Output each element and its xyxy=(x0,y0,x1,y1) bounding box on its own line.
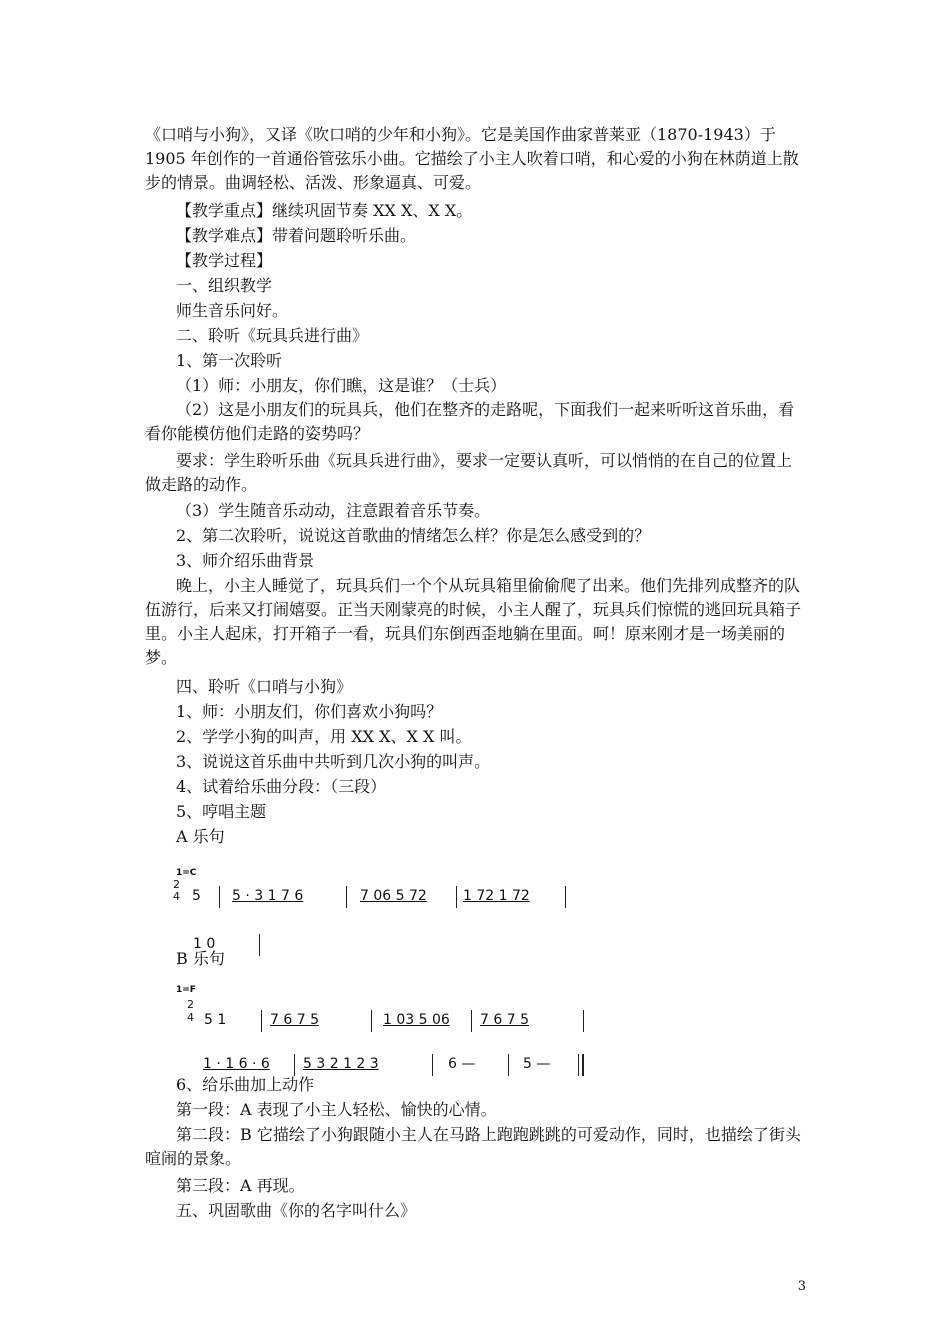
measure: 5 3 2 1 2 3 xyxy=(303,1056,379,1072)
measure: 5 1 xyxy=(204,1012,227,1028)
text-line: 【教学难点】带着问题聆听乐曲。 xyxy=(176,226,417,245)
barline xyxy=(508,1054,509,1076)
paragraph-2: （2）这是小朋友们的玩具兵，他们在整齐的走路呢，下面我们一起来听听这首乐曲，看看你能模仿他们走路的姿势吗？ xyxy=(145,400,795,443)
text-line: 4、试着给乐曲分段：（三段） xyxy=(176,777,387,796)
time-bottom: 4 xyxy=(187,1011,194,1024)
measure: 5 · 3 1 7 6 xyxy=(232,888,304,904)
barline xyxy=(578,1054,579,1076)
measure: 7 06 5 72 xyxy=(360,888,427,904)
text-line: 五、巩固歌曲《你的名字叫什么》 xyxy=(176,1201,417,1220)
barline xyxy=(582,1054,584,1076)
measure: 7 6 7 5 xyxy=(270,1012,319,1028)
text-line: 四、聆听《口哨与小狗》 xyxy=(176,677,353,696)
text-line: 一、组织教学 xyxy=(176,276,273,295)
text-line: 二、聆听《玩具兵进行曲》 xyxy=(176,326,369,345)
text-line: 2、学学小狗的叫声，用 XX X、X X 叫。 xyxy=(176,727,472,746)
text-line: 6、给乐曲加上动作 xyxy=(176,1075,315,1094)
text-line: （3）学生随音乐动动，注意跟着音乐节奏。 xyxy=(176,501,491,520)
measure: 5 — xyxy=(523,1056,551,1072)
measure: 7 6 7 5 xyxy=(480,1012,529,1028)
barline xyxy=(432,1054,433,1076)
barline xyxy=(346,886,347,908)
text-line: （1）师：小朋友，你们瞧，这是谁？（士兵） xyxy=(176,376,507,395)
time-bottom: 4 xyxy=(173,890,180,903)
barline xyxy=(456,886,457,908)
text-line: 1、师：小朋友们，你们喜欢小狗吗？ xyxy=(176,702,443,721)
measure: 1 72 1 72 xyxy=(463,888,530,904)
paragraph-3: 要求：学生聆听乐曲《玩具兵进行曲》，要求一定要认真听，可以悄悄的在自己的位置上做走路的动作。 xyxy=(145,451,793,494)
measure: 1 03 5 06 xyxy=(383,1012,450,1028)
text-line: 5、哼唱主题 xyxy=(176,802,267,821)
text-line: 第三段：A 再现。 xyxy=(176,1176,305,1195)
text-line: A 乐句 xyxy=(176,827,225,846)
measure: 1 0 xyxy=(193,936,216,952)
text-line: 【教学过程】 xyxy=(176,251,273,270)
measure: 6 — xyxy=(448,1056,476,1072)
text-line: 师生音乐问好。 xyxy=(176,301,289,320)
key-signature: 1=F xyxy=(176,985,196,995)
barline xyxy=(583,1010,584,1032)
text-line: 1、第一次聆听 xyxy=(176,351,283,370)
label-b: B 乐句 xyxy=(176,949,225,968)
time-top: 2 xyxy=(187,998,194,1011)
barline xyxy=(261,1010,262,1032)
barline xyxy=(371,1010,372,1032)
paragraph-4: 晚上，小主人睡觉了，玩具兵们一个个从玩具箱里偷偷爬了出来。他们先排列成整齐的队伍游行，后来又打闹嬉耍。正当天刚蒙亮的时候，小主人醒了，玩具兵们惊慌的逃回玩具箱子里。小主人起床，打开箱子一看，玩具们东倒西歪地躺在里面。呵！原来刚才是一场美丽的梦。 xyxy=(145,576,802,667)
barline xyxy=(219,886,220,908)
intro-paragraph: 《口哨与小狗》，又译《吹口哨的少年和小狗》。它是美国作曲家普莱亚（1870-1943）于 1905 年创作的一首通俗管弦乐小曲。它描绘了小主人吹着口哨，和心爱的小狗在林荫道上散步的情景。曲调轻松、活泼、形象逼真、可爱。 xyxy=(145,125,799,192)
measure: 1 · 1 6 · 6 xyxy=(203,1056,270,1072)
measure: 5 xyxy=(192,888,201,904)
text-line: 3、师介绍乐曲背景 xyxy=(176,551,315,570)
barline xyxy=(259,934,260,956)
barline xyxy=(471,1010,472,1032)
text-line: 2、第二次聆听，说说这首歌曲的情绪怎么样？你是怎么感受到的？ xyxy=(176,526,651,545)
key-signature: 1=C xyxy=(176,868,197,878)
text-line: 【教学重点】继续巩固节奏 XX X、X X。 xyxy=(176,201,473,220)
text-line: 3、说说这首乐曲中共听到几次小狗的叫声。 xyxy=(176,752,491,771)
page-number: 3 xyxy=(797,1279,806,1294)
text-line: 第一段：A 表现了小主人轻松、愉快的心情。 xyxy=(176,1100,497,1119)
time-top: 2 xyxy=(173,878,180,891)
paragraph-5: 第二段：B 它描绘了小狗跟随小主人在马路上跑跑跳跳的可爱动作，同时，也描绘了街头喧闹的景象。 xyxy=(145,1125,801,1168)
barline xyxy=(565,886,566,908)
